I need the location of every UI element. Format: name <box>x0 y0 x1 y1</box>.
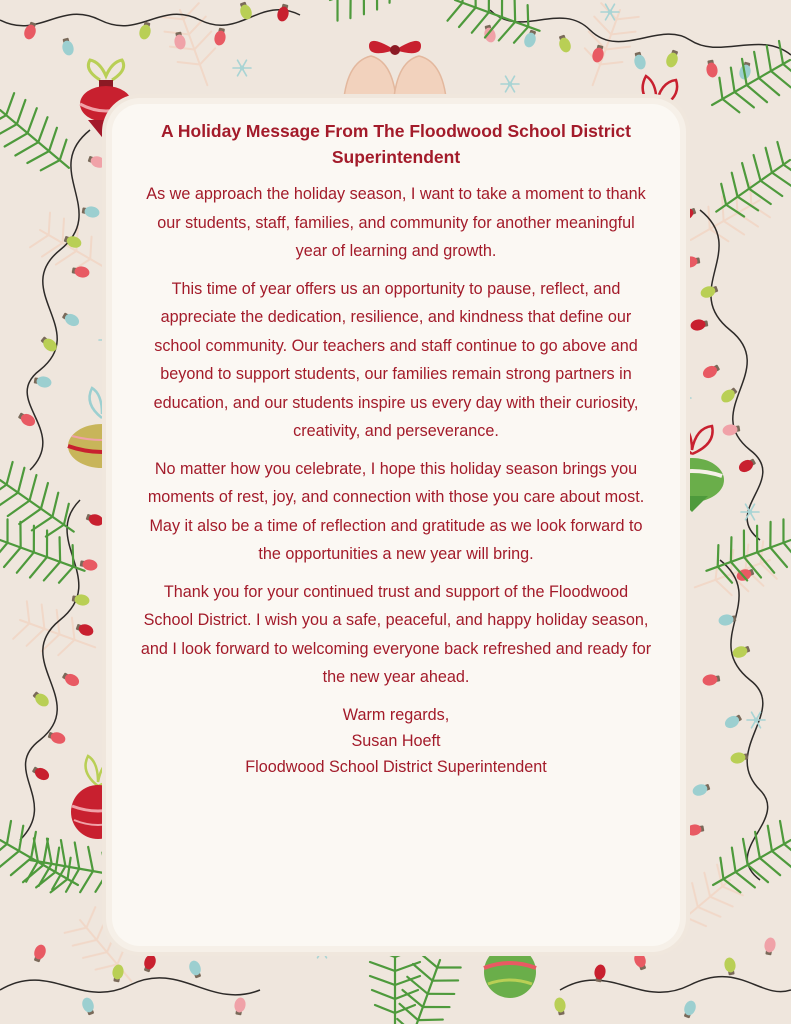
letter-paragraph-2: This time of year offers us an opportunity to pause, reflect, and appreciate the dedication, resilience, and kindness that define our school community. Our teachers and staff continue to go above and beyond to support students, our families remain strong partners in education, and our students inspire us every day with their curiosity, creativity, and perseverance. <box>153 279 639 440</box>
letter-paragraph-4: Thank you for your continued trust and support of the Floodwood School District. I wish you a safe, peaceful, and happy holiday season, and I look forward to welcoming everyone back refreshed and ready for the new year ahead. <box>140 582 652 686</box>
signature-block <box>140 702 652 780</box>
letter-title: A Holiday Message From The Floodwood School District Superintendent <box>161 121 631 167</box>
letter-paragraph-1: As we approach the holiday season, I want to take a moment to thank our students, staff, families, and community for another meaningful year of learning and growth. <box>146 185 646 260</box>
letter-paragraph-3: No matter how you celebrate, I hope this holiday season brings you moments of rest, joy, and connection with those you care about most. May it also be a time of reflection and gratitude as we look forward to the opportunities a new year will bring. <box>147 459 645 563</box>
closing-line: Warm regards, <box>342 705 450 724</box>
letter-body <box>140 118 652 780</box>
signer-title: Floodwood School District Superintendent <box>245 757 547 776</box>
signer-name: Susan Hoeft <box>351 731 441 750</box>
